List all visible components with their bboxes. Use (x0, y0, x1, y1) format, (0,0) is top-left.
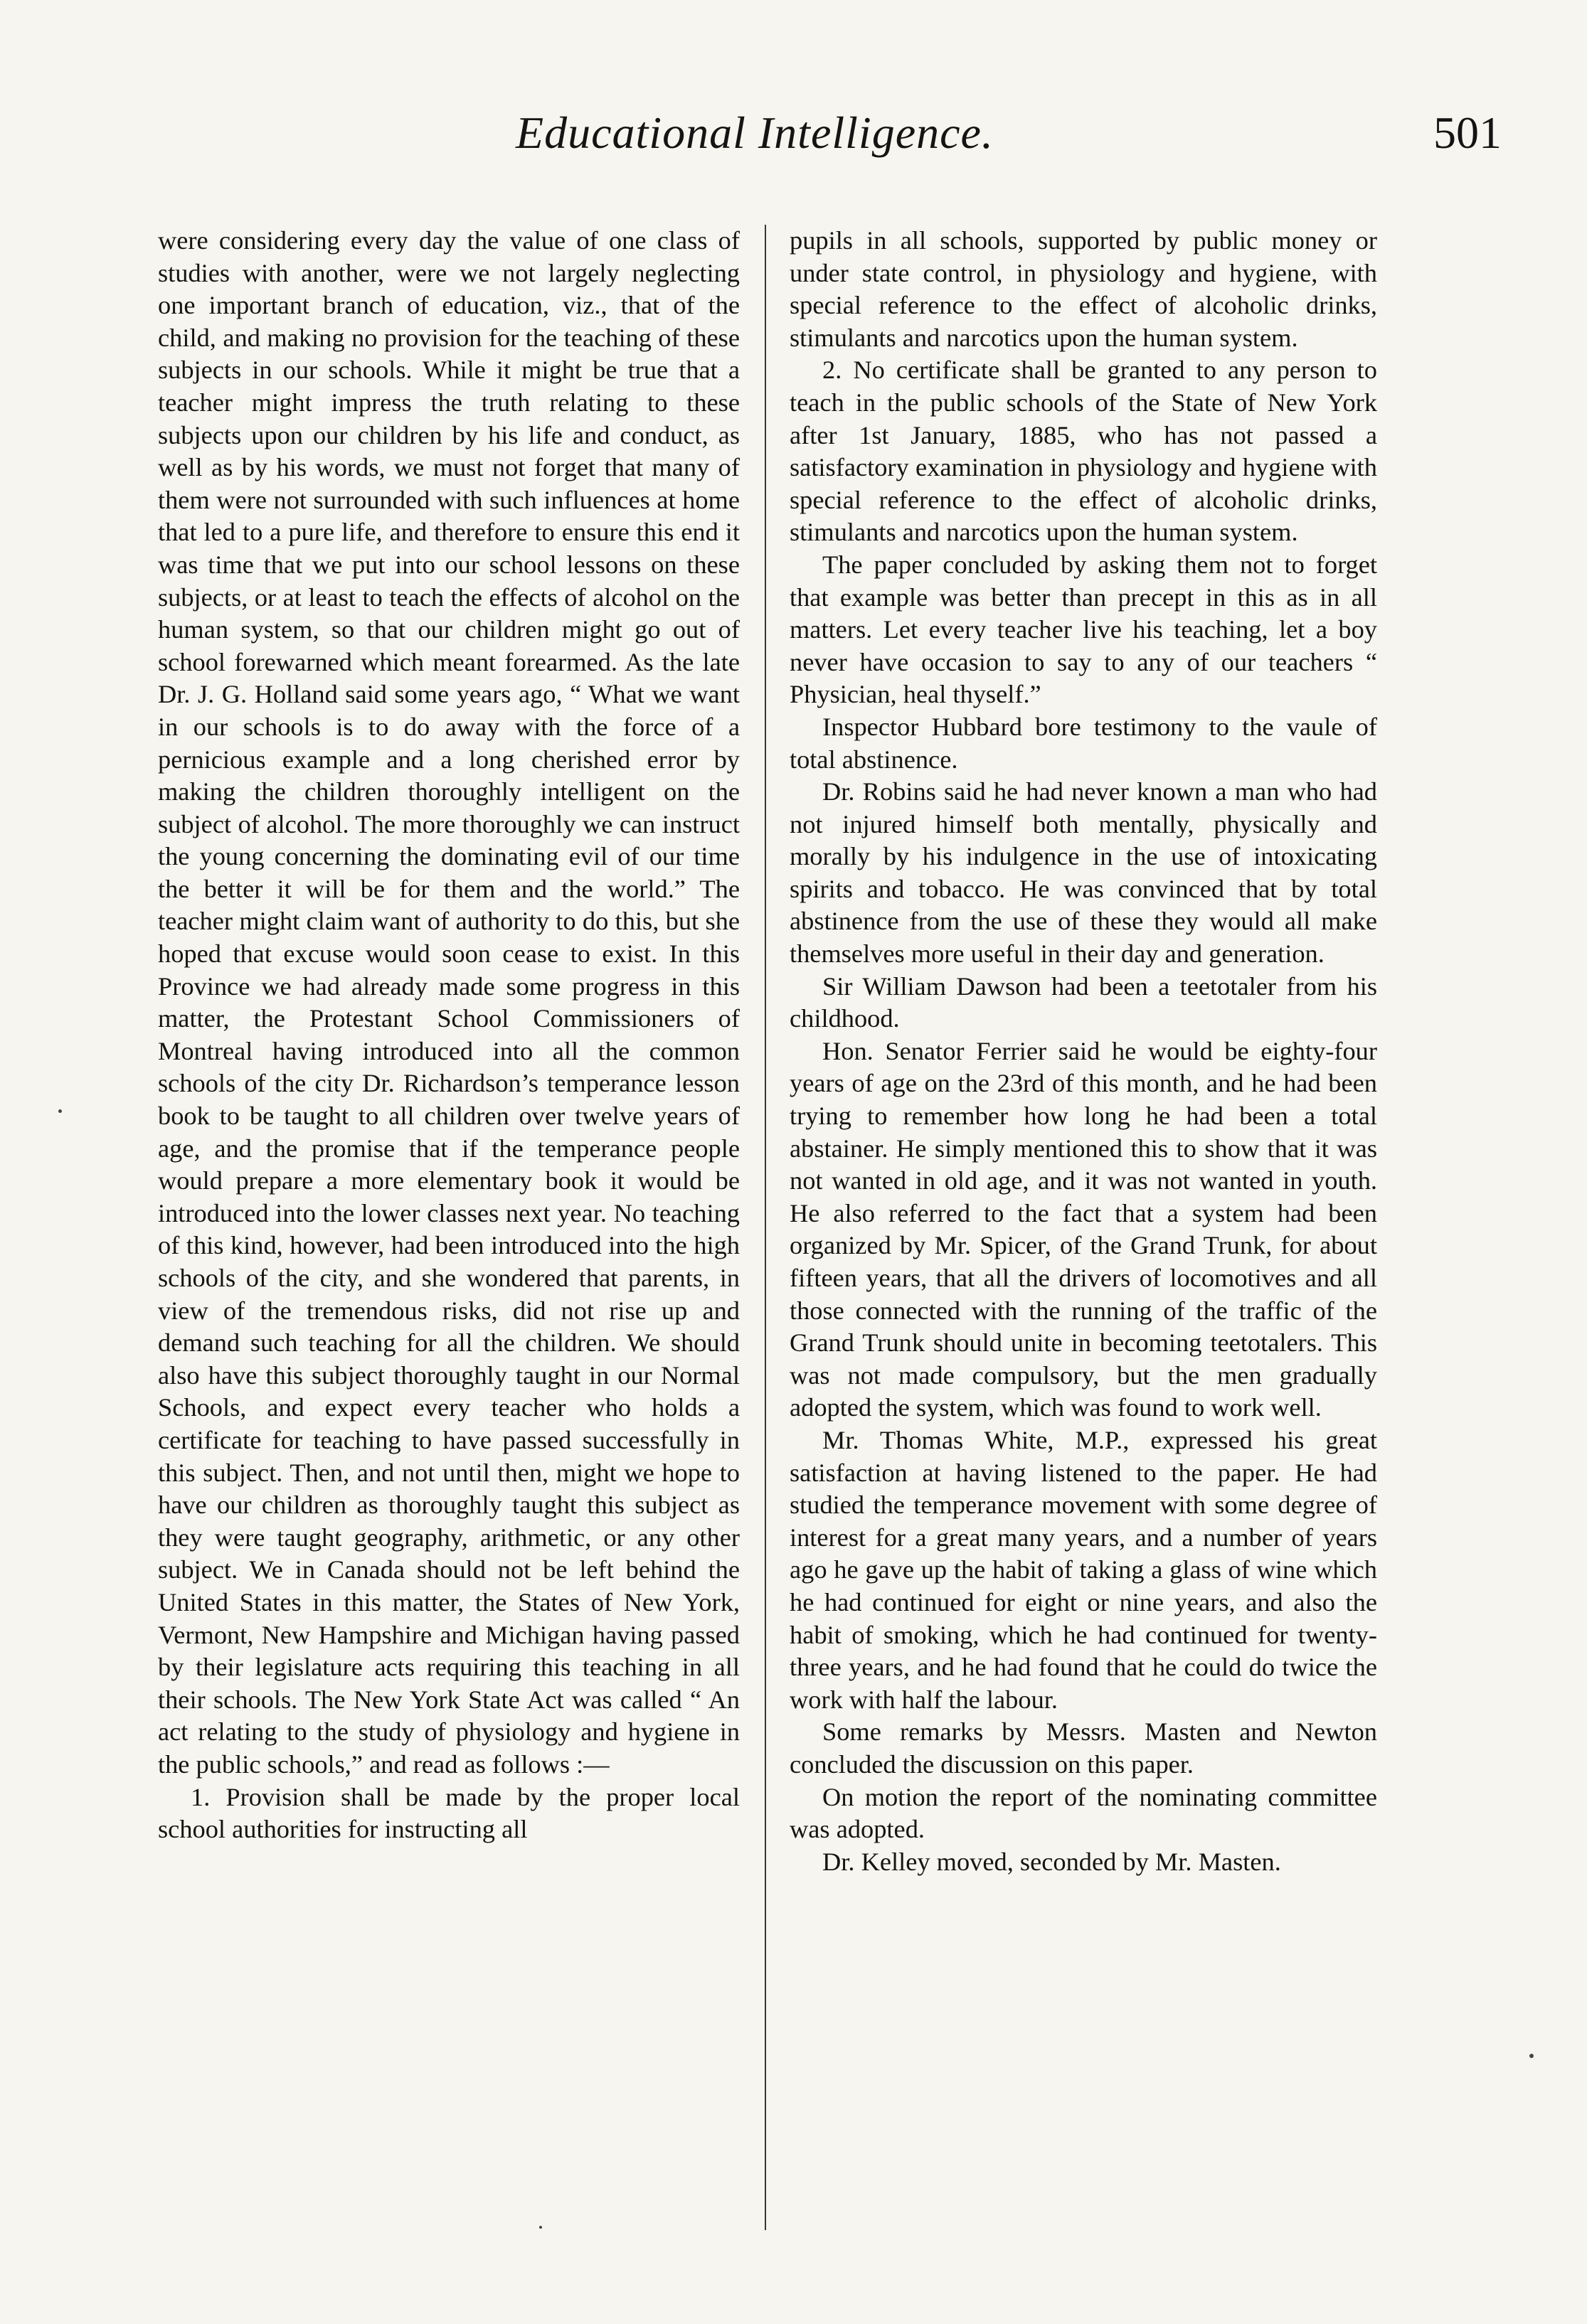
page-number: 501 (1433, 107, 1502, 158)
paper-speck (539, 2226, 542, 2229)
right-paragraph-1: pupils in all schools, supported by public money or under state control, in physiology and hygiene, with special reference to the effect of alcoholic drinks, stimulants and narcotics upon the human system. (790, 226, 1377, 352)
right-paragraph-9: Some remarks by Messrs. Masten and Newton concluded the discussion on this paper. (790, 1717, 1377, 1779)
column-divider (765, 225, 766, 2230)
right-paragraph-4: Inspector Hubbard bore testimony to the vaule of total abstinence. (790, 712, 1377, 774)
right-paragraph-11: Dr. Kelley moved, seconded by Mr. Masten. (822, 1847, 1281, 1876)
right-paragraph-2: 2. No certificate shall be granted to any person to teach in the public schools of the State of New York after 1st January, 1885, who has not passed a satisfactory examination in physiology and hygiene with special reference to the effect of alcoholic drinks, stimulants and narcotics upon the human system. (790, 356, 1377, 547)
right-paragraph-8: Mr. Thomas White, M.P., expressed his great satisfaction at having listened to the paper. He had studied the temperance movement with some degree of interest for a great many years, and a number of years ago he gave up the habit of taking a glass of wine which he had continued for eight or nine years, and also the habit of smoking, which he had continued for twenty-three years, and he had found that he could do twice the work with half the labour. (790, 1425, 1377, 1714)
right-paragraph-3: The paper concluded by asking them not to forget that example was better than precept in this as in all matters. Let every teacher live his teaching, let a boy never have occasion to say to any of our teachers “ Physician, heal thyself.” (790, 550, 1377, 709)
left-column (158, 225, 740, 1846)
right-paragraph-6: Sir William Dawson had been a teetotaler from his childhood. (790, 971, 1377, 1033)
right-paragraph-10: On motion the report of the nominating committee was adopted. (790, 1782, 1377, 1844)
running-title: Educational Intelligence. (516, 107, 994, 158)
left-paragraph-1: were considering every day the value of one class of studies with another, were we not largely neglecting one important branch of education, viz., that of the child, and making no provision for the teaching of these subjects in our schools. While it might be true that a teacher might impress the truth relating to these subjects upon our children by his life and conduct, as well as by his words, we must not forget that many of them were not surrounded with such influences at home that led to a pure life, and therefore to ensure this end it was time that we put into our school lessons on these subjects, or at least to teach the effects of alcohol on the human system, so that our children might go out of school forewarned which meant forearmed. As the late Dr. J. G. Holland said some years ago, “ What we want in our schools is to do away with the force of a pernicious example and a long cherished error by making the children thoroughly intelligent on the subject of alcohol. The more thoroughly we can instruct the young concerning the dominating evil of our time the better it will be for them and the world.” The teacher might claim want of authority to do this, but she hoped that excuse would soon cease to exist. In this Province we had already made some progress in this matter, the Protestant School Commissioners of Montreal having introduced into all the common schools of the city Dr. Richardson’s temperance lesson book to be taught to all children over twelve years of age, and the promise that if the temperance people would prepare a more elementary book it would be introduced into the lower classes next year. No teaching of this kind, however, had been introduced into the high schools of the city, and she wondered that parents, in view of the tremendous risks, did not rise up and demand such teaching for all the children. We should also have this subject thoroughly taught in our Normal Schools, and expect every teacher who holds a certificate for teaching to have passed successfully in this subject. Then, and not until then, might we hope to have our children as thoroughly taught this subject as they were taught geography, arithmetic, or any other subject. We in Canada should not be left behind the United States in this matter, the States of New York, Vermont, New Hampshire and Michigan having passed by their legislature acts requiring this teaching in all their schools. The New York State Act was called “ An act relating to the study of physiology and hygiene in the public schools,” and read as follows :— (158, 226, 740, 1779)
right-paragraph-7: Hon. Senator Ferrier said he would be eighty-four years of age on the 23rd of this month, and he had been trying to remember how long he had been a total abstainer. He simply mentioned this to show that it was not wanted in old age, and it was not wanted in youth. He also referred to the fact that a system had been organized by Mr. Spicer, of the Grand Trunk, for about fifteen years, that all the drivers of locomotives and all those connected with the running of the traffic of the Grand Trunk should unite in becoming teetotalers. This was not made compulsory, but the men gradually adopted the system, which was found to work well. (790, 1036, 1377, 1422)
paper-speck (58, 1109, 62, 1113)
right-paragraph-5: Dr. Robins said he had never known a man who had not injured himself both mentally, physically and morally by his indulgence in the use of intoxicating spirits and tobacco. He was convinced that by total abstinence from the use of these they would all make themselves more useful in their day and generation. (790, 777, 1377, 969)
right-column (790, 225, 1377, 1878)
left-paragraph-2: 1. Provision shall be made by the proper local school authorities for instructing all (158, 1782, 740, 1844)
paper-speck (1529, 2054, 1534, 2058)
page-header (0, 0, 1587, 185)
